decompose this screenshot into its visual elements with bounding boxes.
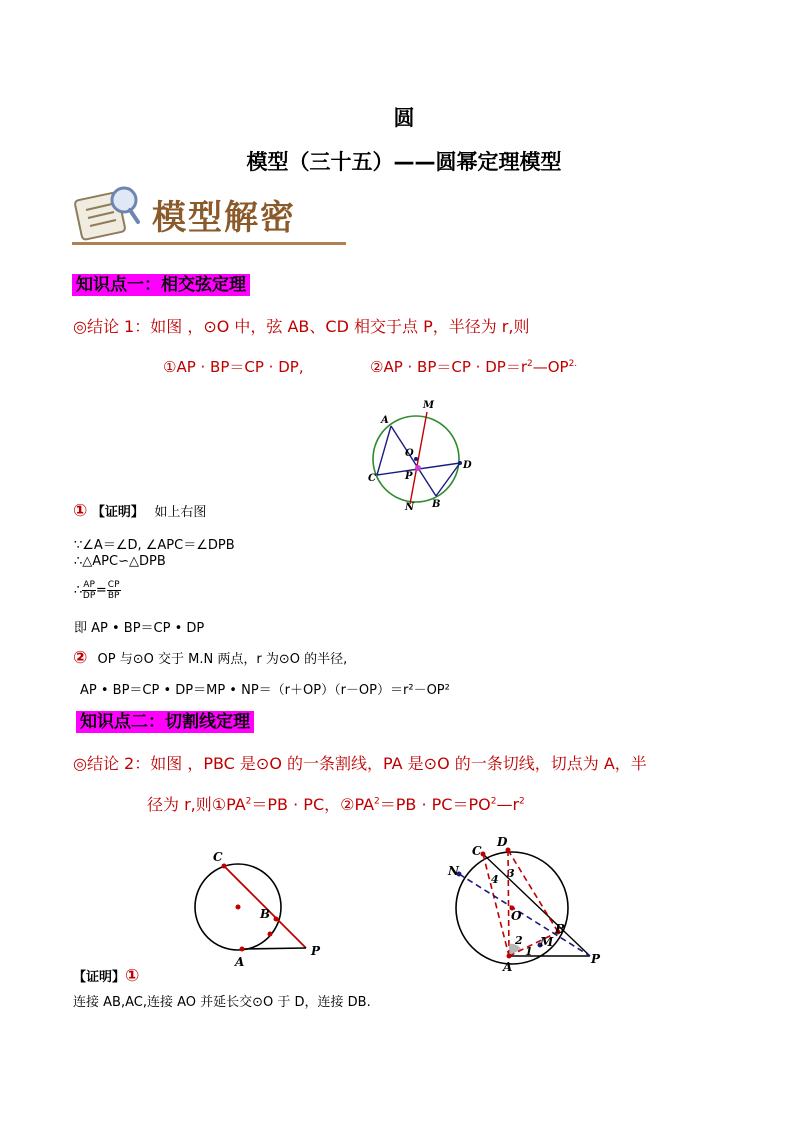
- label-B: B: [555, 922, 566, 936]
- banner-label: 模型解密: [152, 198, 296, 238]
- label-P: P: [311, 944, 321, 958]
- section1-conclusion: ◎结论 1：如图 ，⊙O 中，弦 AB、CD 相交于点 P，半径为 r,则: [73, 317, 530, 336]
- proof1-line1: ∵∠A＝∠D, ∠APC＝∠DPB: [74, 538, 235, 553]
- label-N: N: [448, 864, 459, 878]
- proof1-line3: ∴ $\frac{AP}{DP}$ = $\frac{CP}{BP}$: [74, 580, 120, 601]
- proof3-header: 【证明】①: [73, 966, 140, 986]
- label-2: 2: [515, 934, 523, 947]
- label-C: C: [368, 473, 376, 484]
- tangent-secant-figure: [190, 840, 340, 972]
- label-P: P: [405, 471, 413, 482]
- page-subtitle: 模型（三十五）——圆幂定理模型: [246, 150, 562, 174]
- label-A: A: [235, 955, 245, 969]
- label-A: A: [381, 415, 389, 426]
- label-M: M: [423, 400, 435, 411]
- section2-conclusion: ◎结论 2：如图 ，PBC 是⊙O 的一条割线，PA 是⊙O 的一条切线，切点为 A，半: [73, 754, 647, 773]
- intersecting-chords-figure: [365, 392, 475, 514]
- page-title: 圆: [393, 106, 415, 130]
- notepad-magnifier-icon: [72, 182, 152, 246]
- label-4: 4: [491, 873, 499, 886]
- section1-formula2: ②AP · $BP=CP \cdot DP=r^2—OP^{2.}$: [370, 358, 578, 376]
- section1-formula1: ①AP · BP＝CP · DP,: [163, 358, 304, 376]
- label-M: M: [540, 935, 554, 949]
- proof1-header: ① 【证明】 如上右图: [73, 501, 207, 521]
- label-O: O: [511, 909, 522, 923]
- label-O: O: [405, 448, 414, 459]
- label-C: C: [213, 850, 223, 864]
- proof2-line1: ② OP 与⊙O 交于 M.N 两点，r 为⊙O 的半径,: [73, 648, 348, 668]
- label-D: D: [463, 460, 472, 471]
- tangent-secant-proof-figure: [445, 832, 605, 974]
- label-A: A: [503, 960, 513, 974]
- section2-conclusion-line2: 径为 r,则$①PA^2=PB$ · PC，$②PA^2=PB$ · $PC=PO^2—r^2$: [147, 795, 525, 814]
- proof1-line4: 即 AP • BP＝CP • DP: [74, 621, 205, 636]
- label-3: 3: [507, 867, 515, 880]
- label-B: B: [432, 499, 441, 510]
- proof1-line2: ∴△APC∽△DPB: [74, 554, 166, 569]
- label-B: B: [260, 907, 271, 921]
- label-N: N: [405, 502, 415, 513]
- banner-underline: [72, 242, 346, 245]
- label-P: P: [591, 952, 601, 966]
- label-1: 1: [525, 945, 533, 958]
- banner: [72, 180, 348, 250]
- section2-heading: 知识点二：切割线定理: [76, 707, 254, 732]
- proof2-line2: AP • BP＝CP • DP＝MP • NP＝（r＋OP）（r－OP）＝r²－OP²: [80, 683, 450, 698]
- label-D: D: [497, 835, 508, 849]
- section1-heading: 知识点一：相交弦定理: [72, 270, 250, 295]
- proof3-line1: 连接 AB,AC,连接 AO 并延长交⊙O 于 D，连接 DB.: [73, 995, 371, 1010]
- label-C: C: [472, 844, 482, 858]
